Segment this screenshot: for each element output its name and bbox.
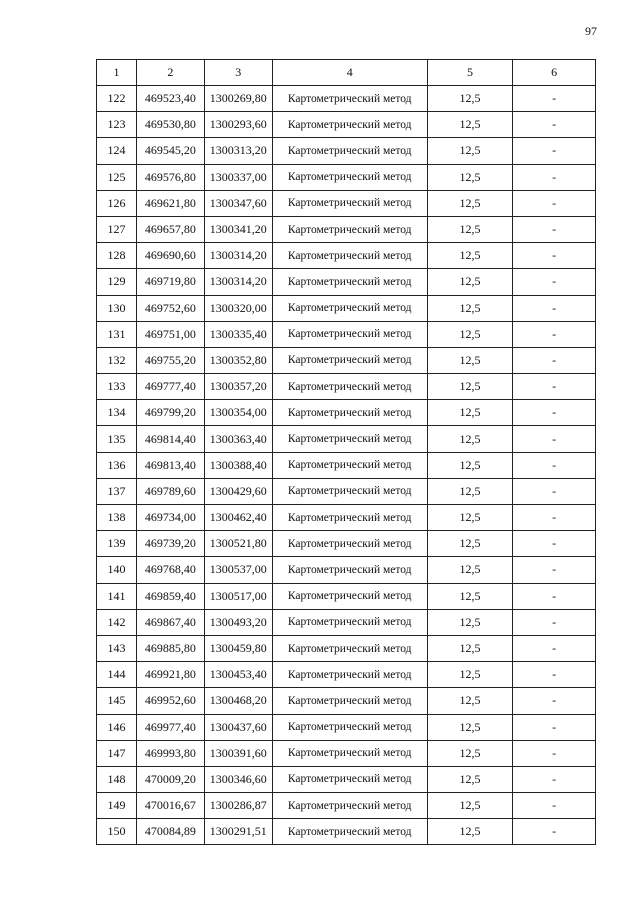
y-coordinate-cell: 1300269,80 (204, 86, 272, 112)
x-coordinate-cell: 469799,20 (136, 400, 204, 426)
point-number-cell: 133 (97, 374, 137, 400)
method-cell: Картометрический метод (272, 583, 427, 609)
x-coordinate-cell: 469859,40 (136, 583, 204, 609)
method-cell: Картометрический метод (272, 740, 427, 766)
method-cell: Картометрический метод (272, 112, 427, 138)
x-coordinate-cell: 469545,20 (136, 138, 204, 164)
accuracy-cell: 12,5 (427, 557, 513, 583)
y-coordinate-cell: 1300286,87 (204, 793, 272, 819)
method-cell: Картометрический метод (272, 557, 427, 583)
point-number-cell: 147 (97, 740, 137, 766)
description-cell: - (513, 452, 596, 478)
table-row (97, 740, 596, 766)
accuracy-cell: 12,5 (427, 583, 513, 609)
method-cell: Картометрический метод (272, 374, 427, 400)
point-number-cell: 128 (97, 243, 137, 269)
point-number-cell: 122 (97, 86, 137, 112)
y-coordinate-cell: 1300335,40 (204, 321, 272, 347)
x-coordinate-cell: 469952,60 (136, 688, 204, 714)
y-coordinate-cell: 1300293,60 (204, 112, 272, 138)
table-row (97, 531, 596, 557)
method-cell: Картометрический метод (272, 478, 427, 504)
method-cell: Картометрический метод (272, 164, 427, 190)
accuracy-cell: 12,5 (427, 112, 513, 138)
page-number: 97 (585, 24, 597, 38)
description-cell: - (513, 635, 596, 661)
accuracy-cell: 12,5 (427, 86, 513, 112)
method-cell: Картометрический метод (272, 714, 427, 740)
table-row (97, 819, 596, 845)
y-coordinate-cell: 1300346,60 (204, 766, 272, 792)
table-row (97, 243, 596, 269)
table-body (97, 86, 596, 845)
point-number-cell: 150 (97, 819, 137, 845)
method-cell: Картометрический метод (272, 662, 427, 688)
accuracy-cell: 12,5 (427, 164, 513, 190)
point-number-cell: 129 (97, 269, 137, 295)
x-coordinate-cell: 469739,20 (136, 531, 204, 557)
description-cell: - (513, 766, 596, 792)
table-row (97, 452, 596, 478)
method-cell: Картометрический метод (272, 86, 427, 112)
accuracy-cell: 12,5 (427, 374, 513, 400)
method-cell: Картометрический метод (272, 531, 427, 557)
accuracy-cell: 12,5 (427, 138, 513, 164)
table-row (97, 688, 596, 714)
y-coordinate-cell: 1300462,40 (204, 505, 272, 531)
x-coordinate-cell: 469523,40 (136, 86, 204, 112)
point-number-cell: 140 (97, 557, 137, 583)
point-number-cell: 139 (97, 531, 137, 557)
description-cell: - (513, 138, 596, 164)
x-coordinate-cell: 470084,89 (136, 819, 204, 845)
table-row (97, 190, 596, 216)
table-row (97, 164, 596, 190)
x-coordinate-cell: 469977,40 (136, 714, 204, 740)
y-coordinate-cell: 1300459,80 (204, 635, 272, 661)
x-coordinate-cell: 469755,20 (136, 347, 204, 373)
point-number-cell: 145 (97, 688, 137, 714)
table-header-row (97, 60, 596, 86)
point-number-cell: 130 (97, 295, 137, 321)
y-coordinate-cell: 1300352,80 (204, 347, 272, 373)
table-row (97, 557, 596, 583)
method-cell: Картометрический метод (272, 190, 427, 216)
accuracy-cell: 12,5 (427, 295, 513, 321)
point-number-cell: 126 (97, 190, 137, 216)
x-coordinate-cell: 469576,80 (136, 164, 204, 190)
point-number-cell: 132 (97, 347, 137, 373)
x-coordinate-cell: 469752,60 (136, 295, 204, 321)
point-number-cell: 135 (97, 426, 137, 452)
y-coordinate-cell: 1300291,51 (204, 819, 272, 845)
method-cell: Картометрический метод (272, 216, 427, 242)
table-row (97, 138, 596, 164)
x-coordinate-cell: 469719,80 (136, 269, 204, 295)
accuracy-cell: 12,5 (427, 452, 513, 478)
y-coordinate-cell: 1300453,40 (204, 662, 272, 688)
method-cell: Картометрический метод (272, 688, 427, 714)
accuracy-cell: 12,5 (427, 688, 513, 714)
x-coordinate-cell: 469734,00 (136, 505, 204, 531)
header-cell: 1 (97, 60, 137, 86)
method-cell: Картометрический метод (272, 295, 427, 321)
x-coordinate-cell: 469885,80 (136, 635, 204, 661)
x-coordinate-cell: 469751,00 (136, 321, 204, 347)
method-cell: Картометрический метод (272, 819, 427, 845)
description-cell: - (513, 321, 596, 347)
y-coordinate-cell: 1300313,20 (204, 138, 272, 164)
table-row (97, 321, 596, 347)
description-cell: - (513, 216, 596, 242)
method-cell: Картометрический метод (272, 138, 427, 164)
method-cell: Картометрический метод (272, 269, 427, 295)
table-row (97, 478, 596, 504)
y-coordinate-cell: 1300354,00 (204, 400, 272, 426)
x-coordinate-cell: 469921,80 (136, 662, 204, 688)
description-cell: - (513, 86, 596, 112)
y-coordinate-cell: 1300314,20 (204, 243, 272, 269)
y-coordinate-cell: 1300437,60 (204, 714, 272, 740)
method-cell: Картометрический метод (272, 609, 427, 635)
accuracy-cell: 12,5 (427, 400, 513, 426)
accuracy-cell: 12,5 (427, 505, 513, 531)
method-cell: Картометрический метод (272, 505, 427, 531)
method-cell: Картометрический метод (272, 452, 427, 478)
header-cell: 2 (136, 60, 204, 86)
table-row (97, 766, 596, 792)
x-coordinate-cell: 469768,40 (136, 557, 204, 583)
accuracy-cell: 12,5 (427, 819, 513, 845)
method-cell: Картометрический метод (272, 766, 427, 792)
x-coordinate-cell: 469867,40 (136, 609, 204, 635)
y-coordinate-cell: 1300357,20 (204, 374, 272, 400)
description-cell: - (513, 400, 596, 426)
description-cell: - (513, 688, 596, 714)
point-number-cell: 142 (97, 609, 137, 635)
header-cell: 6 (513, 60, 596, 86)
point-number-cell: 131 (97, 321, 137, 347)
accuracy-cell: 12,5 (427, 347, 513, 373)
point-number-cell: 134 (97, 400, 137, 426)
description-cell: - (513, 819, 596, 845)
accuracy-cell: 12,5 (427, 321, 513, 347)
method-cell: Картометрический метод (272, 400, 427, 426)
x-coordinate-cell: 469621,80 (136, 190, 204, 216)
accuracy-cell: 12,5 (427, 609, 513, 635)
accuracy-cell: 12,5 (427, 740, 513, 766)
y-coordinate-cell: 1300347,60 (204, 190, 272, 216)
accuracy-cell: 12,5 (427, 190, 513, 216)
table-row (97, 793, 596, 819)
method-cell: Картометрический метод (272, 243, 427, 269)
x-coordinate-cell: 469530,80 (136, 112, 204, 138)
point-number-cell: 146 (97, 714, 137, 740)
point-number-cell: 124 (97, 138, 137, 164)
description-cell: - (513, 478, 596, 504)
table-row (97, 374, 596, 400)
y-coordinate-cell: 1300521,80 (204, 531, 272, 557)
table-row (97, 662, 596, 688)
accuracy-cell: 12,5 (427, 531, 513, 557)
point-number-cell: 127 (97, 216, 137, 242)
accuracy-cell: 12,5 (427, 243, 513, 269)
description-cell: - (513, 583, 596, 609)
accuracy-cell: 12,5 (427, 426, 513, 452)
description-cell: - (513, 531, 596, 557)
point-number-cell: 123 (97, 112, 137, 138)
table-row (97, 295, 596, 321)
x-coordinate-cell: 469789,60 (136, 478, 204, 504)
y-coordinate-cell: 1300517,00 (204, 583, 272, 609)
accuracy-cell: 12,5 (427, 662, 513, 688)
table-row (97, 400, 596, 426)
table-row (97, 635, 596, 661)
point-number-cell: 125 (97, 164, 137, 190)
point-number-cell: 136 (97, 452, 137, 478)
accuracy-cell: 12,5 (427, 216, 513, 242)
y-coordinate-cell: 1300429,60 (204, 478, 272, 504)
x-coordinate-cell: 469690,60 (136, 243, 204, 269)
header-cell: 5 (427, 60, 513, 86)
description-cell: - (513, 426, 596, 452)
x-coordinate-cell: 469814,40 (136, 426, 204, 452)
accuracy-cell: 12,5 (427, 478, 513, 504)
y-coordinate-cell: 1300320,00 (204, 295, 272, 321)
y-coordinate-cell: 1300388,40 (204, 452, 272, 478)
description-cell: - (513, 295, 596, 321)
description-cell: - (513, 793, 596, 819)
header-cell: 3 (204, 60, 272, 86)
y-coordinate-cell: 1300314,20 (204, 269, 272, 295)
description-cell: - (513, 164, 596, 190)
point-number-cell: 149 (97, 793, 137, 819)
x-coordinate-cell: 469813,40 (136, 452, 204, 478)
coordinates-table (96, 59, 596, 845)
point-number-cell: 143 (97, 635, 137, 661)
x-coordinate-cell: 469993,80 (136, 740, 204, 766)
accuracy-cell: 12,5 (427, 793, 513, 819)
table-row (97, 583, 596, 609)
table-row (97, 609, 596, 635)
point-number-cell: 148 (97, 766, 137, 792)
table-row (97, 505, 596, 531)
method-cell: Картометрический метод (272, 793, 427, 819)
point-number-cell: 144 (97, 662, 137, 688)
description-cell: - (513, 557, 596, 583)
y-coordinate-cell: 1300391,60 (204, 740, 272, 766)
y-coordinate-cell: 1300468,20 (204, 688, 272, 714)
table-row (97, 714, 596, 740)
y-coordinate-cell: 1300537,00 (204, 557, 272, 583)
point-number-cell: 137 (97, 478, 137, 504)
accuracy-cell: 12,5 (427, 635, 513, 661)
x-coordinate-cell: 470016,67 (136, 793, 204, 819)
description-cell: - (513, 190, 596, 216)
y-coordinate-cell: 1300493,20 (204, 609, 272, 635)
table-row (97, 216, 596, 242)
header-cell: 4 (272, 60, 427, 86)
y-coordinate-cell: 1300341,20 (204, 216, 272, 242)
table-row (97, 86, 596, 112)
description-cell: - (513, 269, 596, 295)
description-cell: - (513, 347, 596, 373)
description-cell: - (513, 662, 596, 688)
method-cell: Картометрический метод (272, 347, 427, 373)
x-coordinate-cell: 469657,80 (136, 216, 204, 242)
table-row (97, 347, 596, 373)
description-cell: - (513, 243, 596, 269)
table-row (97, 112, 596, 138)
x-coordinate-cell: 469777,40 (136, 374, 204, 400)
point-number-cell: 138 (97, 505, 137, 531)
accuracy-cell: 12,5 (427, 714, 513, 740)
point-number-cell: 141 (97, 583, 137, 609)
method-cell: Картометрический метод (272, 426, 427, 452)
method-cell: Картометрический метод (272, 635, 427, 661)
table-row (97, 269, 596, 295)
description-cell: - (513, 374, 596, 400)
description-cell: - (513, 714, 596, 740)
description-cell: - (513, 609, 596, 635)
x-coordinate-cell: 470009,20 (136, 766, 204, 792)
method-cell: Картометрический метод (272, 321, 427, 347)
description-cell: - (513, 740, 596, 766)
y-coordinate-cell: 1300363,40 (204, 426, 272, 452)
y-coordinate-cell: 1300337,00 (204, 164, 272, 190)
description-cell: - (513, 505, 596, 531)
accuracy-cell: 12,5 (427, 269, 513, 295)
description-cell: - (513, 112, 596, 138)
accuracy-cell: 12,5 (427, 766, 513, 792)
table-row (97, 426, 596, 452)
